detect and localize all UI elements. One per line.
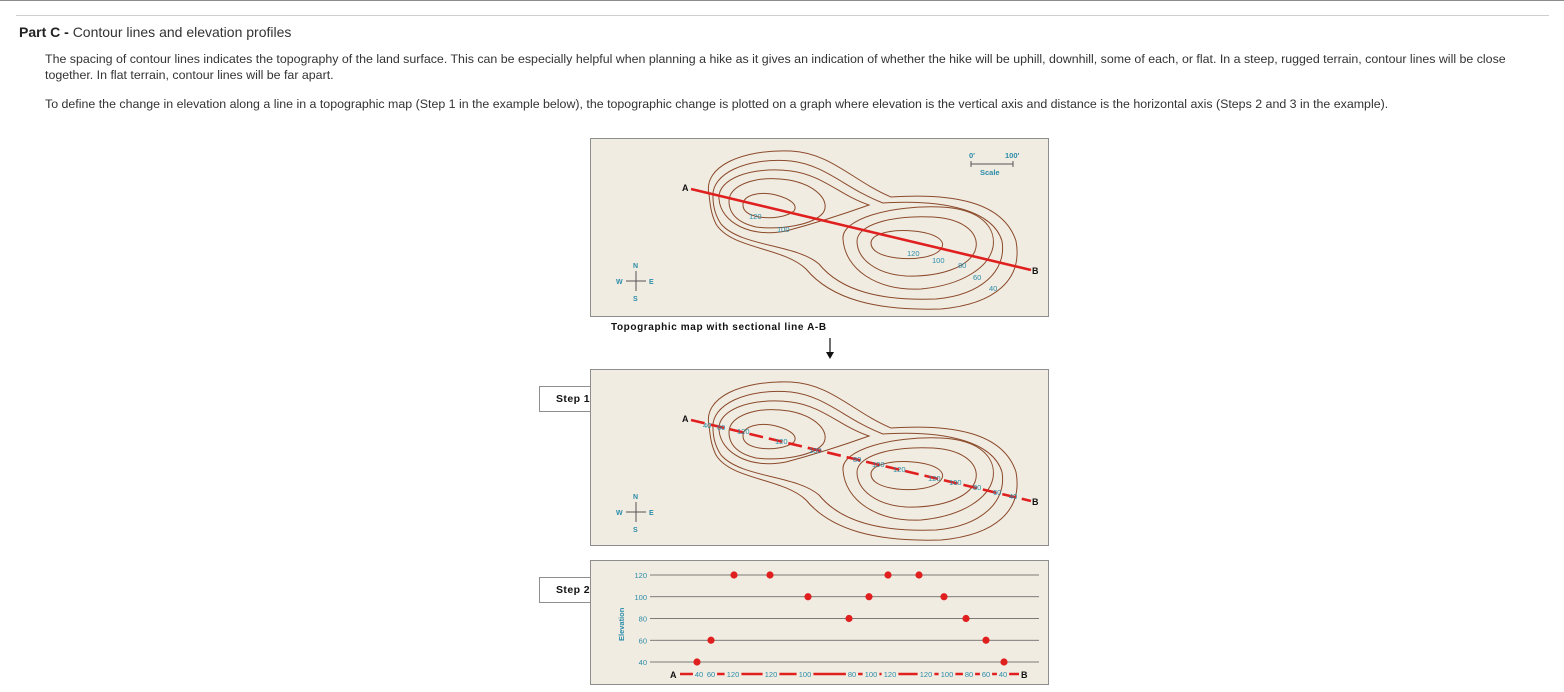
- scale-end: 100′: [1005, 151, 1020, 160]
- map-contour-label: 40: [989, 284, 998, 293]
- point-b-label: B: [1032, 497, 1039, 507]
- profile-point: [730, 571, 737, 578]
- profile-point: [884, 571, 891, 578]
- step-2-profile-graph: [591, 561, 1050, 686]
- step-1-crossing-label: 80: [853, 455, 862, 464]
- point-b-label: B: [1021, 670, 1028, 680]
- down-arrow-icon: [824, 338, 836, 360]
- section-divider: [16, 15, 1549, 16]
- step-1-label: Step 1: [539, 386, 607, 412]
- baseline-crossing-label: 40: [694, 670, 704, 679]
- map-contour-label: 80: [958, 261, 967, 270]
- step-1-crossing-label: 80: [973, 483, 982, 492]
- elevation-level-label: 100: [634, 592, 647, 602]
- profile-point: [845, 615, 852, 622]
- step-1-crossing-label: 120: [928, 474, 941, 483]
- step-1-crossing-label: 40: [703, 421, 712, 430]
- step-1-crossing-label: 100: [809, 446, 822, 455]
- section-line-a-b: [691, 189, 1031, 270]
- compass-rose: [616, 263, 654, 303]
- contour-80-east: [843, 207, 993, 289]
- map-contour-label: 120: [907, 249, 920, 258]
- elevation-level-label: 120: [634, 571, 647, 580]
- compass-e: E: [649, 279, 654, 286]
- profile-point: [693, 658, 700, 665]
- step-2-label: Step 2: [539, 577, 607, 603]
- profile-point: [940, 593, 947, 600]
- point-a-label: A: [670, 670, 677, 680]
- map-contour-label: 100: [932, 256, 945, 265]
- elevation-axis-label: Elevation: [617, 607, 626, 641]
- scale-bar: [969, 151, 1020, 177]
- point-a-label: A: [682, 414, 689, 424]
- profile-point: [962, 615, 969, 622]
- point-b-label: B: [1032, 266, 1039, 276]
- profile-point: [915, 571, 922, 578]
- compass-e: E: [649, 510, 654, 517]
- baseline-crossing-label: 80: [847, 670, 857, 679]
- part-title: [19, 24, 291, 40]
- step-1-crossing-label: 100: [872, 460, 885, 469]
- step-1-crossing-label: 120: [775, 437, 788, 446]
- baseline-crossing-label: 60: [981, 670, 991, 679]
- map-contour-label: 60: [973, 273, 982, 282]
- elevation-level-label: 80: [638, 614, 647, 624]
- topographic-map-panel: [590, 138, 1049, 317]
- part-label: Part C -: [19, 24, 69, 40]
- step-1-crossing-label: 100: [949, 478, 962, 487]
- compass-w: W: [616, 510, 623, 517]
- baseline-crossing-label: 120: [764, 670, 778, 679]
- scale-label: Scale: [980, 168, 1000, 177]
- baseline-crossing-label: 120: [883, 670, 897, 679]
- step-1-crossing-label: 60: [717, 423, 726, 432]
- profile-point: [707, 637, 714, 644]
- step-1-crossing-label: 120: [893, 465, 906, 474]
- compass-s: S: [633, 296, 638, 303]
- compass-w: W: [616, 279, 623, 286]
- profile-point: [766, 571, 773, 578]
- top-border: [0, 0, 1564, 1]
- baseline-crossing-label: 40: [998, 670, 1008, 679]
- compass-s: S: [633, 527, 638, 534]
- profile-baseline: [680, 669, 1019, 679]
- step-1-crossing-label: 120: [737, 427, 750, 436]
- step-1-map: [591, 370, 1050, 547]
- scale-start: 0′: [969, 151, 975, 160]
- map-caption: Topographic map with sectional line A-B: [611, 322, 827, 333]
- elevation-level-label: 60: [638, 636, 647, 646]
- compass-n: N: [633, 494, 639, 501]
- contour-80-east: [843, 438, 993, 520]
- profile-point: [1000, 658, 1007, 665]
- baseline-crossing-label: 120: [919, 670, 933, 679]
- elevation-level-label: 40: [638, 658, 647, 667]
- map-contour-label: 100: [777, 225, 790, 234]
- map-contour-label: 120: [749, 212, 762, 221]
- topographic-map: [591, 139, 1050, 318]
- profile-point: [804, 593, 811, 600]
- baseline-crossing-label: 100: [864, 670, 878, 679]
- step-1-crossing-label: 40: [1009, 492, 1018, 501]
- part-title-text: Contour lines and elevation profiles: [72, 24, 292, 40]
- compass-n: N: [633, 263, 639, 270]
- paragraph-elevation-profile: To define the change in elevation along a line in a topographic map (Step 1 in the example below), the topographic change is plotted on a graph where elevation is the vertical axis and distance is the horizontal axis (Steps 2 and 3 in the example).: [45, 97, 1389, 111]
- elevation-levels: [634, 571, 1039, 667]
- profile-point: [865, 593, 872, 600]
- step-1-panel: [590, 369, 1049, 546]
- baseline-crossing-label: 100: [940, 670, 954, 679]
- baseline-crossing-label: 60: [706, 670, 716, 679]
- contour-lines: [708, 382, 1017, 540]
- point-a-label: A: [682, 183, 689, 193]
- paragraph-contour-spacing: The spacing of contour lines indicates the topography of the land surface. This can be especially helpful when planning a hike as it gives an indication of whether the hike will be uphill, downhill, some of each, or flat. In a steep, rugged terrain, contour lines will be close together. In flat terrain, contour lines will be far apart.: [45, 52, 1506, 82]
- step-1-crossing-label: 60: [993, 488, 1002, 497]
- profile-point: [982, 637, 989, 644]
- step-2-panel: [590, 560, 1049, 685]
- compass-rose: [616, 494, 654, 534]
- baseline-crossing-label: 80: [964, 670, 974, 679]
- baseline-crossing-label: 100: [798, 670, 812, 679]
- baseline-crossing-label: 120: [726, 670, 740, 679]
